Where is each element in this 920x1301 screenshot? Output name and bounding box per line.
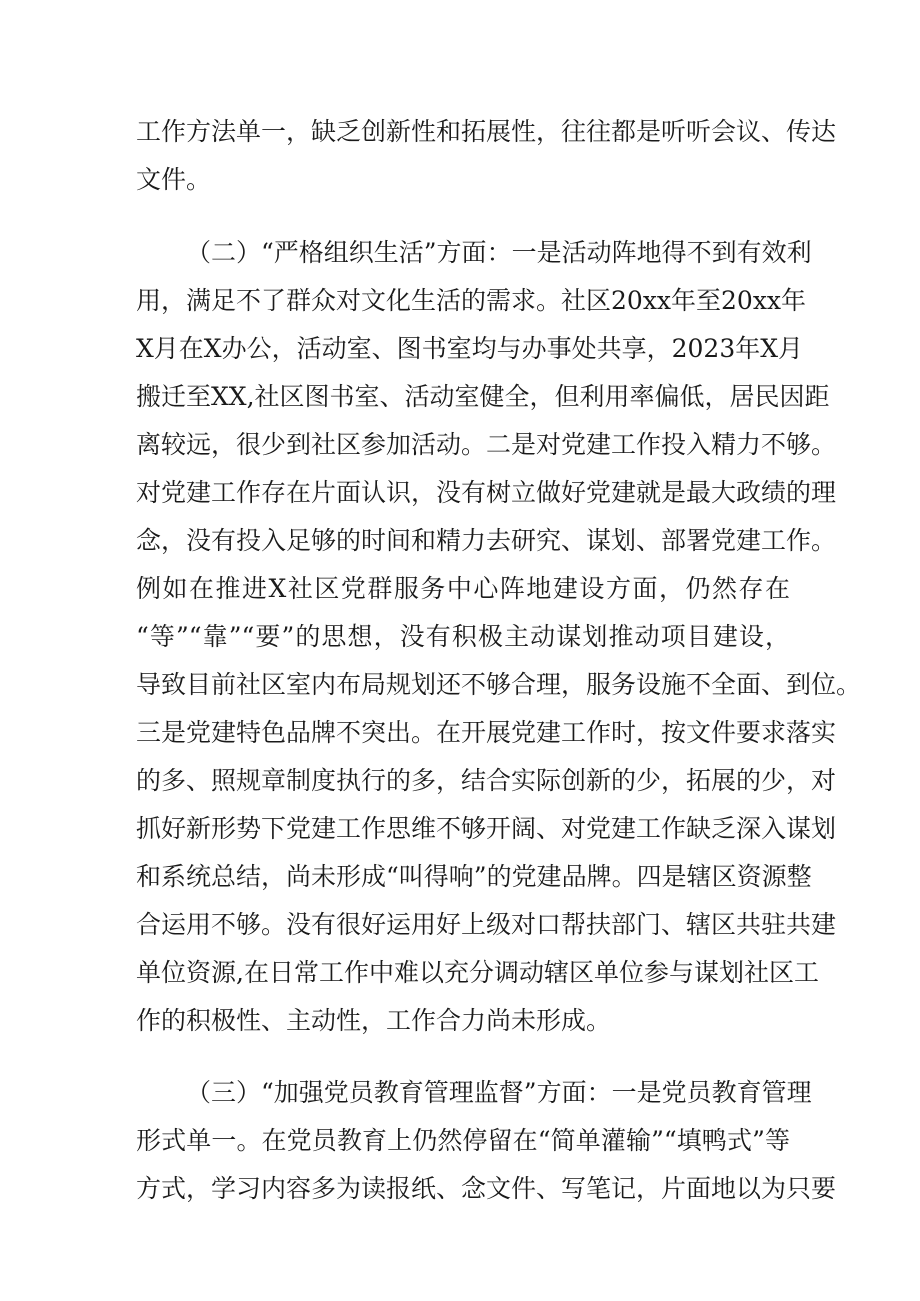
text-line: 抓好新形势下党建工作思维不够开阔、对党建工作缺乏深入谋划 bbox=[136, 814, 837, 843]
text-line: 和系统总结，尚未形成“叫得响”的党建品牌。四是辖区资源整 bbox=[136, 862, 812, 891]
text-line: 念，没有投入足够的时间和精力去研究、谋划、部署党建工作。 bbox=[136, 526, 837, 555]
text-line: “等”“靠”“要”的思想，没有积极主动谋划推动项目建设， bbox=[136, 622, 790, 651]
text-line: 文件。 bbox=[136, 165, 212, 194]
text-line: X月在X办公，活动室、图书室均与办事处共享，2023年X月 bbox=[136, 334, 804, 363]
text-line: 作的积极性、主动性，工作合力尚未形成。 bbox=[136, 1006, 612, 1035]
text-line: 的多、照规章制度执行的多，结合实际创新的少，拓展的少，对 bbox=[136, 766, 837, 795]
text-line: 三是党建特色品牌不突出。在开展党建工作时，按文件要求落实 bbox=[136, 718, 837, 747]
text-line: 用，满足不了群众对文化生活的需求。社区20xx年至20xx年 bbox=[136, 286, 807, 315]
text-line: 对党建工作存在片面认识，没有树立做好党建就是最大政绩的理 bbox=[136, 478, 837, 507]
text-line: 例如在推进X社区党群服务中心阵地建设方面，仍然存在 bbox=[136, 574, 790, 603]
text-line: 导致目前社区室内布局规划还不够合理，服务设施不全面、到位。 bbox=[136, 670, 862, 699]
text-line: 合运用不够。没有很好运用好上级对口帮扶部门、辖区共驻共建 bbox=[136, 910, 837, 939]
text-line: 形式单一。在党员教育上仍然停留在“简单灌输”“填鸭式”等 bbox=[136, 1126, 790, 1155]
text-line: 方式，学习内容多为读报纸、念文件、写笔记，片面地以为只要 bbox=[136, 1174, 837, 1203]
text-line: 工作方法单一，缺乏创新性和拓展性，往往都是听听会议、传达 bbox=[136, 117, 837, 146]
text-line: 单位资源,在日常工作中难以充分调动辖区单位参与谋划社区工 bbox=[136, 958, 819, 987]
text-line: 搬迁至XX,社区图书室、活动室健全，但利用率偏低，居民因距 bbox=[136, 382, 830, 411]
text-line: 离较远，很少到社区参加活动。二是对党建工作投入精力不够。 bbox=[136, 430, 837, 459]
section-heading-line: （二）“严格组织生活”方面：一是活动阵地得不到有效利 bbox=[186, 238, 812, 267]
section-heading-line: （三）“加强党员教育管理监督”方面：一是党员教育管理 bbox=[186, 1078, 812, 1107]
